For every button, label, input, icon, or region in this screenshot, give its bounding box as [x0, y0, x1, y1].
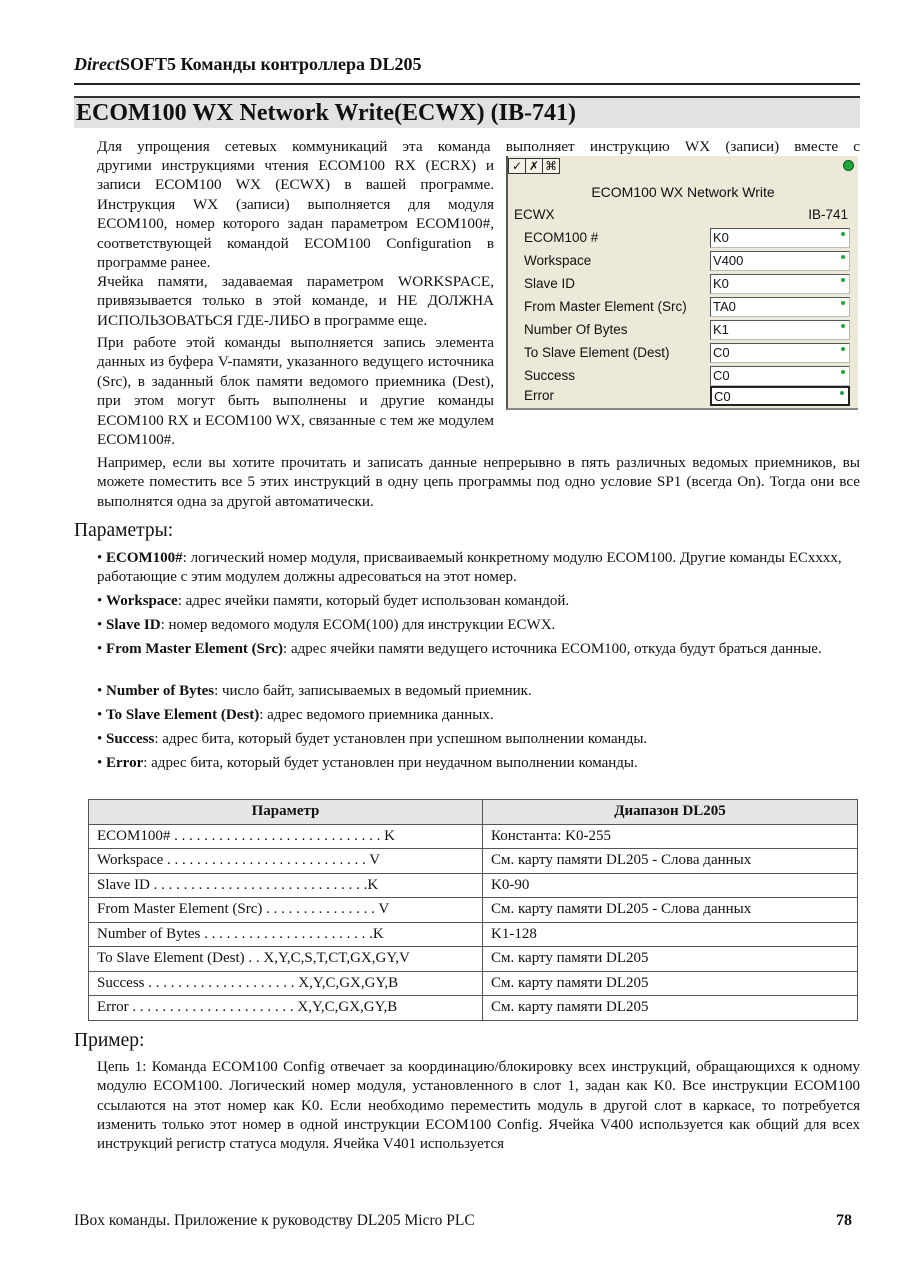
- param-desc: : логический номер модуля, присваиваемый конкретному модулю ECOM100. Другие команды ECxxxx, работающие с этим модулем должны адресоваться на этот номер.: [97, 550, 842, 585]
- valid-dot-icon: [841, 232, 845, 236]
- field-src: [524, 297, 852, 317]
- field-workspace: [524, 251, 852, 271]
- table-row: [89, 947, 858, 972]
- field-value: K0: [713, 276, 729, 291]
- column-header-range: Диапазон DL205: [483, 800, 858, 825]
- table-cell: From Master Element (Src) . . . . . . . . . . . . . . . V: [89, 898, 483, 923]
- table-cell: См. карту памяти DL205 - Слова данных: [483, 898, 858, 923]
- field-value: TA0: [713, 299, 736, 314]
- param-term: ECOM100#: [106, 550, 183, 566]
- check-icon[interactable]: ✓: [508, 158, 526, 174]
- field-error: [524, 386, 852, 406]
- param-desc: : число байт, записываемых в ведомый приемник.: [214, 683, 532, 699]
- table-header-row: [89, 800, 858, 825]
- field-value: K0: [713, 230, 729, 245]
- valid-dot-icon: [841, 347, 845, 351]
- header-rule: [74, 83, 860, 85]
- params-heading: Параметры:: [74, 520, 174, 541]
- src-input[interactable]: [710, 297, 850, 317]
- running-header: [74, 54, 422, 75]
- param-bullet: • To Slave Element (Dest): адрес ведомого приемника данных.: [97, 707, 494, 723]
- param-term: Success: [106, 731, 155, 747]
- status-led-icon: [843, 160, 854, 171]
- brand-italic: Direct: [74, 54, 120, 74]
- table-cell: Workspace . . . . . . . . . . . . . . . . . . . . . . . . . . . V: [89, 849, 483, 874]
- table-row: [89, 824, 858, 849]
- param-term: From Master Element (Src): [106, 641, 284, 657]
- valid-dot-icon: [841, 255, 845, 259]
- field-slave-id: [524, 274, 852, 294]
- param-desc: : адрес ячейки памяти ведущего источника ECOM100, откуда будут браться данные.: [283, 641, 822, 657]
- field-dest: [524, 343, 852, 363]
- valid-dot-icon: [841, 278, 845, 282]
- param-term: Error: [106, 755, 144, 771]
- param-bullet: • Success: адрес бита, который будет установлен при успешном выполнении команды.: [97, 731, 648, 747]
- column-header-parameter: Параметр: [89, 800, 483, 825]
- ecwx-dialog: [506, 156, 858, 410]
- example-paragraph: Цепь 1: Команда ECOM100 Config отвечает за координацию/блокировку всех инструкций, обращающихся к одному модулю ECOM100. Логический номер модуля, установленного в слот 1, задан как K0. Все инструкции ECOM100 ссылаются на этот номер как K0. Если необходимо переместить модуль в другой слот в каркасе, то потребуется изменить только этот номер в одной инструкции ECOM100 Config. Ячейка V400 используется как общий для всех инструкций регистр статуса модуля. Ячейка V401 используется: [97, 1059, 860, 1153]
- table-cell: Константа: K0-255: [483, 824, 858, 849]
- table-row: [89, 922, 858, 947]
- field-label: Error: [524, 388, 554, 403]
- param-term: Slave ID: [106, 617, 161, 633]
- field-label: ECOM100 #: [524, 230, 599, 245]
- table-cell: См. карту памяти DL205: [483, 996, 858, 1021]
- cancel-icon[interactable]: ✗: [525, 158, 543, 174]
- field-value: C0: [714, 389, 731, 404]
- page-number: 78: [836, 1212, 852, 1229]
- table-cell: To Slave Element (Dest) . . X,Y,C,S,T,CT,GX,GY,V: [89, 947, 483, 972]
- dialog-ib-number: IB-741: [808, 207, 848, 222]
- error-input[interactable]: [710, 386, 850, 406]
- field-label: To Slave Element (Dest): [524, 345, 670, 360]
- table-cell: См. карту памяти DL205: [483, 947, 858, 972]
- slave-id-input[interactable]: [710, 274, 850, 294]
- field-label: Success: [524, 368, 576, 383]
- table-cell: Error . . . . . . . . . . . . . . . . . . . . . . X,Y,C,GX,GY,B: [89, 996, 483, 1021]
- table-cell: Slave ID . . . . . . . . . . . . . . . . . . . . . . . . . . . . .K: [89, 873, 483, 898]
- param-desc: : адрес ведомого приемника данных.: [259, 707, 494, 723]
- param-bullet: • Slave ID: номер ведомого модуля ECOM(100) для инструкции ECWX.: [97, 617, 556, 633]
- table-cell: K1-128: [483, 922, 858, 947]
- intro-paragraph-4: Например, если вы хотите прочитать и записать данные непрерывно в пять различных ведомых приемников, вы можете поместить все 5 этих инструкций в одну цепь программы под одно условие SP1 (всегда On). Тогда они все выполнятся одна за другой автоматически.: [97, 454, 860, 510]
- intro-paragraph-1: другими инструкциями чтения ECOM100 RX (ECRX) и записи ECOM100 WX (ECWX) в вашей программе. Инструкция WX (записи) выполняется для модуля ECOM100, номер которого задан параметром ECOM100#, соответствующей командой ECOM100 Configuration в программе ранее.: [97, 157, 494, 272]
- table-cell: ECOM100# . . . . . . . . . . . . . . . . . . . . . . . . . . . . K: [89, 824, 483, 849]
- help-icon[interactable]: ⌘: [542, 158, 560, 174]
- param-term: Workspace: [106, 593, 178, 609]
- param-bullet: • Number of Bytes: число байт, записываемых в ведомый приемник.: [97, 683, 532, 699]
- intro-paragraph-3: При работе этой команды выполняется запись элемента данных из буфера V-памяти, указанного ведущего источника (Src), в заданный блок памяти ведомого приемника (Dest), при этом могут быть выполнены и другие команды ECOM100 RX и ECOM100 WX, связанные с тем же модулем ECOM100#.: [97, 334, 494, 449]
- param-bullet: • From Master Element (Src): адрес ячейки памяти ведущего источника ECOM100, откуда будут браться данные.: [97, 641, 822, 657]
- table-cell: K0-90: [483, 873, 858, 898]
- field-ecom100: [524, 228, 852, 248]
- param-range-table: [88, 799, 858, 1021]
- intro-paragraph-2: Ячейка памяти, задаваемая параметром WORKSPACE, привязывается только в этой команде, и НЕ ДОЛЖНА ИСПОЛЬЗОВАТЬСЯ ГДЕ-ЛИБО в программе еще.: [97, 273, 494, 329]
- dialog-title: ECOM100 WX Network Write: [591, 184, 775, 200]
- table-row: [89, 849, 858, 874]
- number-of-bytes-input[interactable]: [710, 320, 850, 340]
- field-value: K1: [713, 322, 729, 337]
- field-label: From Master Element (Src): [524, 299, 687, 314]
- dest-input[interactable]: [710, 343, 850, 363]
- param-desc: : адрес бита, который будет установлен при успешном выполнении команды.: [154, 731, 648, 747]
- brand-rest: SOFT5 Команды контроллера DL205: [119, 54, 422, 74]
- param-bullet: • Workspace: адрес ячейки памяти, который будет использован командой.: [97, 593, 570, 609]
- field-label: Number Of Bytes: [524, 322, 628, 337]
- table-row: [89, 996, 858, 1021]
- valid-dot-icon: [841, 301, 845, 305]
- valid-dot-icon: [841, 370, 845, 374]
- dialog-mnemonic: ECWX: [514, 207, 555, 222]
- table-row: [89, 971, 858, 996]
- intro-first-line: Для упрощения сетевых коммуникаций эта команда выполняет инструкцию WX (записи) вместе с: [97, 138, 860, 155]
- param-term: Number of Bytes: [106, 683, 215, 699]
- table-cell: См. карту памяти DL205 - Слова данных: [483, 849, 858, 874]
- success-input[interactable]: [710, 366, 850, 386]
- field-label: Slave ID: [524, 276, 576, 291]
- section-title: ECOM100 WX Network Write(ECWX) (IB-741): [74, 98, 860, 128]
- table-cell: См. карту памяти DL205: [483, 971, 858, 996]
- table-row: [89, 873, 858, 898]
- param-desc: : адрес бита, который будет установлен при неудачном выполнении команды.: [143, 755, 638, 771]
- param-desc: : номер ведомого модуля ECOM(100) для инструкции ECWX.: [160, 617, 556, 633]
- field-value: V400: [713, 253, 744, 268]
- field-value: C0: [713, 345, 730, 360]
- workspace-input[interactable]: [710, 251, 850, 271]
- ecom100-input[interactable]: [710, 228, 850, 248]
- field-number-of-bytes: [524, 320, 852, 340]
- param-desc: : адрес ячейки памяти, который будет использован командой.: [177, 593, 570, 609]
- dialog-toolbar: [508, 158, 559, 174]
- table-cell: Number of Bytes . . . . . . . . . . . . . . . . . . . . . . .K: [89, 922, 483, 947]
- footer-text: IBox команды. Приложение к руководству DL205 Micro PLC: [74, 1212, 475, 1229]
- table-row: [89, 898, 858, 923]
- field-success: [524, 366, 852, 386]
- table-cell: Success . . . . . . . . . . . . . . . . . . . . X,Y,C,GX,GY,B: [89, 971, 483, 996]
- valid-dot-icon: [841, 324, 845, 328]
- param-term: To Slave Element (Dest): [106, 707, 260, 723]
- param-bullet: • ECOM100#: логический номер модуля, присваиваемый конкретному модулю ECOM100. Другие команды ECxxxx, работающие с этим модулем должны адресоваться на этот номер.: [97, 550, 842, 585]
- field-label: Workspace: [524, 253, 592, 268]
- example-heading: Пример:: [74, 1030, 145, 1051]
- field-value: C0: [713, 368, 730, 383]
- param-bullet: • Error: адрес бита, который будет установлен при неудачном выполнении команды.: [97, 755, 638, 771]
- valid-dot-icon: [840, 391, 844, 395]
